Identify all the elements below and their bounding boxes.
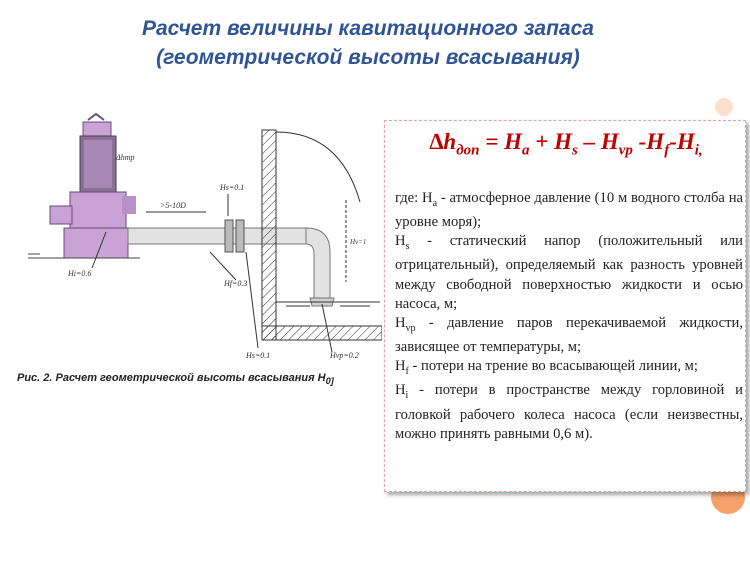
hf-label: Hf=0.3 <box>224 279 248 288</box>
definition-hi: $H_i$ - потери в пространстве между горловиной и головкой рабочего колеса насоса (если неизвестны, можно принять равными 0,6 м). <box>395 382 743 442</box>
length-label: >5-10D <box>160 201 186 210</box>
hs-bottom-label: Hs=0.1 <box>246 351 271 360</box>
pump-icon <box>50 114 136 258</box>
figure-caption: Рис. 2. Расчет геометрической высоты всасывания $Н_{0]}$ <box>17 372 334 387</box>
decor-circle <box>715 98 733 116</box>
hs-top-label: Hs=0.1 <box>220 183 245 192</box>
hv-label: Hv=1 <box>350 238 367 246</box>
hvp-label: Hvp=0.2 <box>330 351 359 360</box>
definition-hs: $H_s$ - статический напор (положительный или отрицательный), определяемый как разность уровней между свободной поверхностью жидкости и осью насоса, м; <box>395 233 743 312</box>
title-line-1: Расчет величины кавитационного запаса <box>142 17 594 40</box>
dh-label: Δhтр <box>116 153 135 162</box>
definition-hvp: $H_{vp}$ - давление паров перекачиваемой жидкости, зависящее от температуры, м; <box>395 315 743 356</box>
definition-hf: $H_f$ - потери на трение во всасывающей линии, м; <box>395 358 698 378</box>
title-line-2: (геометрической высоты всасывания) <box>156 46 580 69</box>
definition-ha: где: $H_a$ - атмосферное давление (10 м водного столба на уровне моря); <box>395 190 743 231</box>
hi-label: Hi=0.6 <box>68 269 92 278</box>
slide-title <box>0 14 736 72</box>
suction-pipe <box>128 220 334 306</box>
pump-suction-diagram <box>10 92 382 382</box>
formula: $\Delta h_{доп} = H_a + H_s - H_{vp}$ $-H_f-H_{i,}$ <box>429 129 703 159</box>
formula-textbox <box>384 120 746 492</box>
definitions-text <box>395 189 743 444</box>
